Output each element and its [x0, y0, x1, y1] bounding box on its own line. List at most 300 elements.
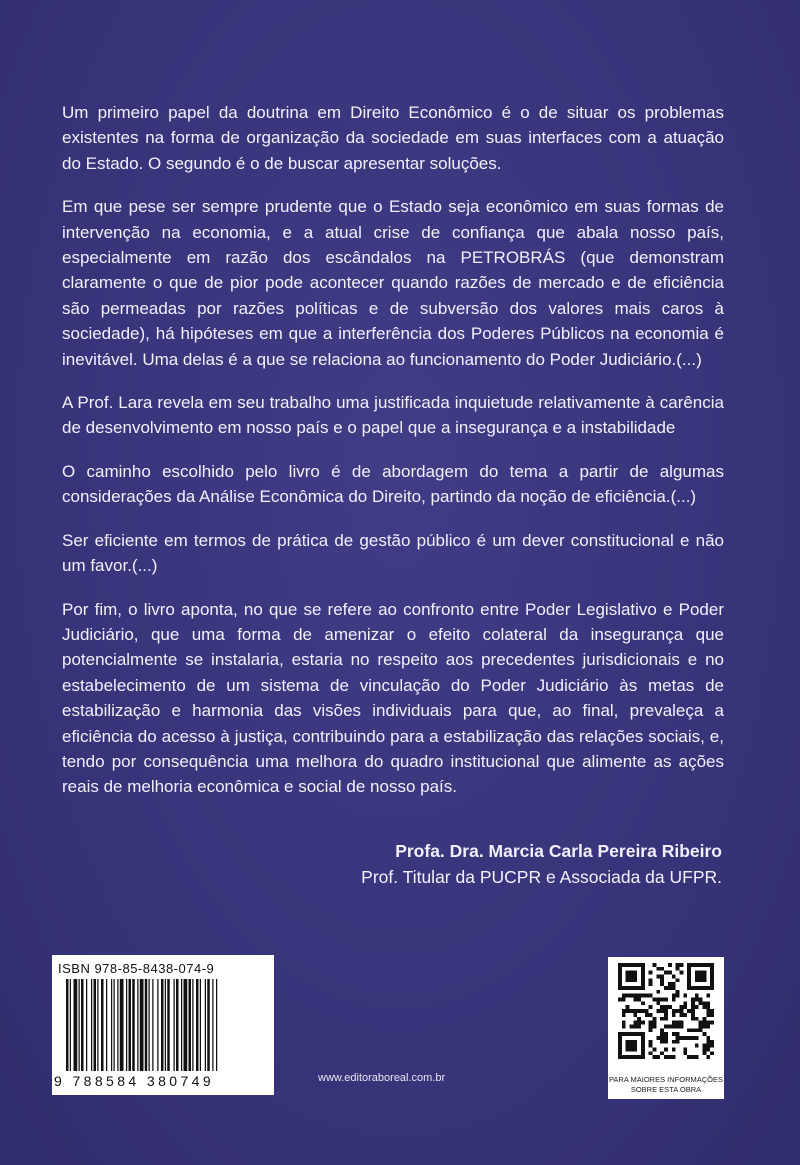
qr-module: [691, 1055, 695, 1059]
barcode-bar: [152, 979, 153, 1071]
qr-module: [691, 1001, 695, 1005]
qr-module: [630, 986, 634, 990]
qr-module: [702, 975, 706, 979]
barcode-bar: [91, 979, 92, 1071]
qr-module: [710, 982, 714, 986]
paragraph-6: Por fim, o livro aponta, no que se refere ao confronto entre Poder Legislativo e Poder Judiciário, que uma forma de amenizar o efeito colateral da insegurança que potencialmente se instalaria, estaria no respeito aos precedentes jurisdicionais e no estabelecimento de um sistema de vinculação do Poder Judiciário às metas de estabilização e harmonia das visões individuais para que, ao final, prevaleça a eficiência do acesso à justiça, contribuindo para a estabilização das relações sociais, e, tendo por consequência uma melhora do quadro institucional que alimente as ações reais de melhoria econômica e social de nosso país.: [62, 599, 724, 797]
qr-module: [676, 1040, 680, 1044]
barcode-bar: [114, 979, 115, 1071]
qr-module: [660, 1051, 664, 1055]
paragraph-5: Ser eficiente em termos de prática de gestão público é um dever constitucional e não um favor.(...): [62, 530, 724, 576]
qr-module: [622, 1024, 626, 1028]
qr-module: [633, 975, 637, 979]
qr-module: [653, 1047, 657, 1051]
qr-module: [710, 1044, 714, 1048]
barcode-bar: [149, 979, 150, 1071]
barcode-bar: [126, 979, 127, 1071]
qr-module: [676, 1036, 680, 1040]
qr-module: [660, 1028, 664, 1032]
qr-module: [706, 1005, 710, 1009]
qr-module: [633, 1047, 637, 1051]
qr-module: [695, 1036, 699, 1040]
qr-module: [706, 1047, 710, 1051]
qr-module: [626, 971, 630, 975]
qr-module: [668, 1055, 672, 1059]
qr-module: [702, 1021, 706, 1025]
qr-module: [660, 1040, 664, 1044]
qr-module: [630, 1044, 634, 1048]
barcode-bar: [129, 979, 132, 1071]
qr-module: [702, 1032, 706, 1036]
qr-module: [653, 1024, 657, 1028]
qr-module: [656, 1036, 660, 1040]
qr-module: [695, 1055, 699, 1059]
qr-module: [691, 963, 695, 967]
qr-module: [630, 963, 634, 967]
qr-module: [668, 1005, 672, 1009]
qr-module: [622, 963, 626, 967]
qr-module: [706, 1021, 710, 1025]
barcode-bar: [86, 979, 87, 1071]
qr-module: [641, 1021, 645, 1025]
qr-module: [641, 1044, 645, 1048]
qr-module: [637, 994, 641, 998]
qr-module: [702, 963, 706, 967]
qr-module: [672, 1013, 676, 1017]
barcode-label: [52, 955, 274, 1095]
qr-module: [641, 963, 645, 967]
qr-module: [656, 1009, 660, 1013]
qr-module: [633, 1024, 637, 1028]
qr-module: [660, 967, 664, 971]
qr-module: [676, 1024, 680, 1028]
qr-module: [710, 975, 714, 979]
qr-module: [683, 1013, 687, 1017]
qr-module: [641, 1051, 645, 1055]
qr-module: [618, 967, 622, 971]
signature-block: [361, 838, 722, 890]
barcode-bar: [81, 979, 84, 1071]
qr-module: [672, 975, 676, 979]
qr-module: [626, 1009, 630, 1013]
qr-module: [706, 1044, 710, 1048]
qr-module: [695, 1028, 699, 1032]
qr-module: [702, 1047, 706, 1051]
qr-code-icon: [618, 963, 714, 1059]
qr-module: [626, 963, 630, 967]
qr-module: [656, 1055, 660, 1059]
qr-module: [633, 1021, 637, 1025]
qr-module: [618, 1036, 622, 1040]
qr-module: [695, 994, 699, 998]
qr-module: [676, 990, 680, 994]
qr-module: [656, 975, 660, 979]
qr-module: [633, 1009, 637, 1013]
qr-module: [702, 1051, 706, 1055]
barcode-bar: [106, 979, 107, 1071]
qr-module: [687, 982, 691, 986]
qr-module: [653, 1017, 657, 1021]
qr-module: [691, 1017, 695, 1021]
qr-module: [637, 1017, 641, 1021]
qr-module: [626, 1005, 630, 1009]
qr-module: [706, 1024, 710, 1028]
barcode-bar: [132, 979, 135, 1071]
qr-module: [702, 1044, 706, 1048]
qr-module: [710, 1009, 714, 1013]
qr-module: [664, 1055, 668, 1059]
isbn-text: ISBN 978-85-8438-074-9: [58, 961, 215, 976]
qr-caption: [608, 1075, 724, 1094]
qr-module: [660, 1036, 664, 1040]
qr-module: [699, 1001, 703, 1005]
qr-module: [683, 1047, 687, 1051]
author-name: Profa. Dra. Marcia Carla Pereira Ribeiro: [395, 841, 722, 861]
barcode-bar: [111, 979, 112, 1071]
qr-module: [679, 1013, 683, 1017]
qr-module: [668, 986, 672, 990]
qr-module: [695, 998, 699, 1002]
qr-module: [660, 1009, 664, 1013]
qr-module: [699, 975, 703, 979]
qr-module: [630, 1040, 634, 1044]
qr-module: [676, 1032, 680, 1036]
barcode-bar: [205, 979, 206, 1071]
barcode-bar: [117, 979, 118, 1071]
qr-module: [691, 998, 695, 1002]
qr-module: [676, 994, 680, 998]
qr-module: [672, 982, 676, 986]
qr-module: [687, 967, 691, 971]
qr-module: [710, 1040, 714, 1044]
qr-module: [622, 1055, 626, 1059]
qr-module: [622, 1013, 626, 1017]
qr-module: [672, 994, 676, 998]
qr-module: [660, 978, 664, 982]
qr-module: [630, 994, 634, 998]
qr-module: [641, 1036, 645, 1040]
barcode-bar: [70, 979, 71, 1071]
barcode-bar: [212, 979, 213, 1071]
qr-module: [656, 967, 660, 971]
qr-module: [626, 986, 630, 990]
qr-module: [649, 1051, 653, 1055]
qr-module: [706, 1001, 710, 1005]
qr-module: [641, 1040, 645, 1044]
barcode-bar: [137, 979, 138, 1071]
qr-module: [672, 1024, 676, 1028]
publisher-website: www.editoraboreal.com.br: [318, 1072, 446, 1084]
barcode-bar: [97, 979, 98, 1071]
qr-module: [633, 1032, 637, 1036]
qr-module: [626, 994, 630, 998]
qr-module: [679, 1009, 683, 1013]
qr-module: [706, 1040, 710, 1044]
qr-module: [660, 1032, 664, 1036]
qr-module: [637, 1032, 641, 1036]
qr-module: [672, 986, 676, 990]
barcode-bar: [157, 979, 158, 1071]
qr-module: [618, 1040, 622, 1044]
qr-module: [691, 986, 695, 990]
qr-module: [645, 1013, 649, 1017]
qr-module: [641, 1001, 645, 1005]
barcode-bar: [200, 979, 201, 1071]
qr-module: [691, 1005, 695, 1009]
qr-module: [668, 1024, 672, 1028]
paragraph-2: Em que pese ser sempre prudente que o Estado seja econômico em suas formas de intervenção na economia, e a atual crise de confiança que abala nosso país, especialmente em razão dos escândalos na PETROBRÁS (que demonstram claramente o que de pior pode acontecer quando razões de mercado e de eficiência são permeadas por razões políticas e de subversão dos valores mais caros à sociedade), há hipóteses em que a interferência dos Poderes Públicos na economia é inevitável. Uma delas é a que se relaciona ao funcionamento do Poder Judiciário.(...): [62, 197, 724, 369]
qr-module: [618, 978, 622, 982]
qr-module: [672, 1032, 676, 1036]
barcode-bar: [167, 979, 170, 1071]
qr-module: [660, 975, 664, 979]
qr-module: [649, 1024, 653, 1028]
qr-module: [706, 1009, 710, 1013]
qr-module: [641, 971, 645, 975]
qr-module: [699, 1024, 703, 1028]
qr-module: [641, 967, 645, 971]
qr-module: [710, 986, 714, 990]
qr-module: [633, 986, 637, 990]
qr-module: [676, 1021, 680, 1025]
qr-module: [618, 982, 622, 986]
qr-module: [641, 986, 645, 990]
qr-module: [656, 1001, 660, 1005]
barcode-bar: [165, 979, 166, 1071]
qr-module: [649, 978, 653, 982]
qr-module: [672, 1047, 676, 1051]
qr-module: [649, 1005, 653, 1009]
qr-module: [660, 1017, 664, 1021]
qr-module: [649, 971, 653, 975]
qr-module: [618, 986, 622, 990]
qr-module: [645, 1009, 649, 1013]
qr-module: [653, 1055, 657, 1059]
qr-module: [676, 978, 680, 982]
qr-module: [687, 1028, 691, 1032]
qr-module: [626, 1055, 630, 1059]
qr-module: [687, 986, 691, 990]
qr-module: [641, 1032, 645, 1036]
qr-module: [683, 1051, 687, 1055]
qr-module: [637, 1055, 641, 1059]
qr-module: [699, 986, 703, 990]
qr-module: [641, 975, 645, 979]
qr-module: [618, 1055, 622, 1059]
barcode-bar: [66, 979, 69, 1071]
qr-module: [633, 994, 637, 998]
qr-module: [637, 986, 641, 990]
qr-module: [649, 1040, 653, 1044]
qr-module: [656, 990, 660, 994]
qr-module: [672, 1021, 676, 1025]
qr-module: [679, 971, 683, 975]
qr-module: [672, 1055, 676, 1059]
qr-module: [702, 1005, 706, 1009]
qr-module: [687, 978, 691, 982]
author-title: Prof. Titular da PUCPR e Associada da UFPR.: [361, 867, 722, 887]
qr-module: [710, 971, 714, 975]
back-cover-text: [62, 100, 724, 818]
qr-module: [633, 1013, 637, 1017]
qr-caption-line-1: PARA MAIORES INFORMAÇÕES: [608, 1075, 724, 1084]
qr-module: [630, 1009, 634, 1013]
barcode-bar: [174, 979, 175, 1071]
qr-module: [641, 1047, 645, 1051]
qr-module: [706, 963, 710, 967]
qr-module: [664, 1024, 668, 1028]
qr-module: [710, 963, 714, 967]
qr-module: [664, 1040, 668, 1044]
paragraph-1: Um primeiro papel da doutrina em Direito Econômico é o de situar os problemas existentes na forma de organização da sociedade em suas interfaces com a atuação do Estado. O segundo é o de buscar apresentar soluções.: [62, 103, 724, 173]
qr-module: [664, 1032, 668, 1036]
qr-module: [653, 963, 657, 967]
qr-module: [672, 998, 676, 1002]
barcode-bar: [184, 979, 188, 1071]
qr-module: [649, 1044, 653, 1048]
qr-module: [664, 971, 668, 975]
qr-module: [660, 1005, 664, 1009]
qr-module: [695, 1005, 699, 1009]
qr-module: [649, 982, 653, 986]
qr-module: [649, 1021, 653, 1025]
qr-module: [683, 1036, 687, 1040]
qr-module: [653, 998, 657, 1002]
qr-module: [679, 1036, 683, 1040]
qr-module: [630, 1055, 634, 1059]
qr-module: [664, 1017, 668, 1021]
qr-module: [710, 1021, 714, 1025]
qr-module: [683, 1001, 687, 1005]
qr-module: [683, 994, 687, 998]
qr-module: [683, 1005, 687, 1009]
barcode-bar: [192, 979, 193, 1071]
qr-module: [702, 1017, 706, 1021]
qr-module: [699, 998, 703, 1002]
qr-module: [660, 998, 664, 1002]
qr-module: [618, 1044, 622, 1048]
barcode-bar: [101, 979, 104, 1071]
barcode-bar: [145, 979, 148, 1071]
qr-module: [633, 1055, 637, 1059]
qr-module: [622, 998, 626, 1002]
qr-module: [664, 998, 668, 1002]
qr-module: [664, 986, 668, 990]
qr-module: [649, 1028, 653, 1032]
qr-module: [618, 975, 622, 979]
qr-module: [626, 978, 630, 982]
qr-module: [641, 994, 645, 998]
qr-module: [664, 1013, 668, 1017]
qr-module: [668, 982, 672, 986]
barcode-bar: [189, 979, 192, 1071]
qr-module: [622, 986, 626, 990]
barcode-bar: [79, 979, 80, 1071]
qr-module: [706, 1036, 710, 1040]
qr-module: [656, 998, 660, 1002]
qr-module: [618, 963, 622, 967]
qr-caption-line-2: SOBRE ESTA OBRA: [630, 1084, 702, 1094]
qr-module: [630, 1024, 634, 1028]
qr-module: [630, 1032, 634, 1036]
qr-module: [626, 1044, 630, 1048]
qr-module: [672, 1040, 676, 1044]
qr-module: [676, 1009, 680, 1013]
qr-module: [699, 971, 703, 975]
qr-module: [618, 998, 622, 1002]
qr-module: [641, 982, 645, 986]
qr-module: [706, 994, 710, 998]
qr-module: [633, 998, 637, 1002]
qr-module: [695, 971, 699, 975]
qr-module: [695, 1017, 699, 1021]
qr-module: [626, 1040, 630, 1044]
qr-module: [633, 971, 637, 975]
qr-module: [702, 986, 706, 990]
qr-module: [633, 978, 637, 982]
qr-module: [679, 1021, 683, 1025]
qr-module: [710, 1051, 714, 1055]
paragraph-4: O caminho escolhido pelo livro é de abordagem do tema a partir de algumas considerações da Análise Econômica do Direito, partindo da noção de eficiência.(...): [62, 461, 724, 507]
qr-module: [633, 963, 637, 967]
qr-module: [695, 963, 699, 967]
qr-module: [672, 1009, 676, 1013]
qr-module: [695, 1044, 699, 1048]
barcode-bar: [181, 979, 182, 1071]
qr-module: [710, 967, 714, 971]
qr-module: [618, 971, 622, 975]
qr-module: [691, 1028, 695, 1032]
barcode-bar: [161, 979, 164, 1071]
qr-module: [645, 994, 649, 998]
qr-module: [676, 967, 680, 971]
qr-module: [637, 963, 641, 967]
qr-module: [630, 978, 634, 982]
barcode-bar: [140, 979, 144, 1071]
qr-module: [626, 1032, 630, 1036]
qr-module: [637, 1024, 641, 1028]
qr-module: [699, 1028, 703, 1032]
qr-module: [649, 1013, 653, 1017]
qr-module: [687, 1055, 691, 1059]
qr-module: [630, 975, 634, 979]
qr-module: [637, 1021, 641, 1025]
qr-module: [699, 978, 703, 982]
qr-module: [641, 1009, 645, 1013]
qr-module: [679, 963, 683, 967]
qr-module: [618, 1051, 622, 1055]
barcode-icon: [66, 979, 262, 1071]
qr-module: [668, 963, 672, 967]
qr-module: [695, 978, 699, 982]
qr-module: [679, 1005, 683, 1009]
barcode-bar: [74, 979, 78, 1071]
qr-module: [630, 1047, 634, 1051]
qr-module: [706, 1055, 710, 1059]
qr-module: [653, 1021, 657, 1025]
qr-module: [633, 1040, 637, 1044]
qr-module: [626, 1047, 630, 1051]
qr-module: [649, 994, 653, 998]
qr-module: [695, 975, 699, 979]
qr-module: [668, 971, 672, 975]
qr-module: [691, 1036, 695, 1040]
qr-module: [687, 1036, 691, 1040]
qr-module: [641, 978, 645, 982]
qr-module: [687, 963, 691, 967]
qr-code-label: [608, 957, 724, 1099]
qr-module: [641, 1055, 645, 1059]
